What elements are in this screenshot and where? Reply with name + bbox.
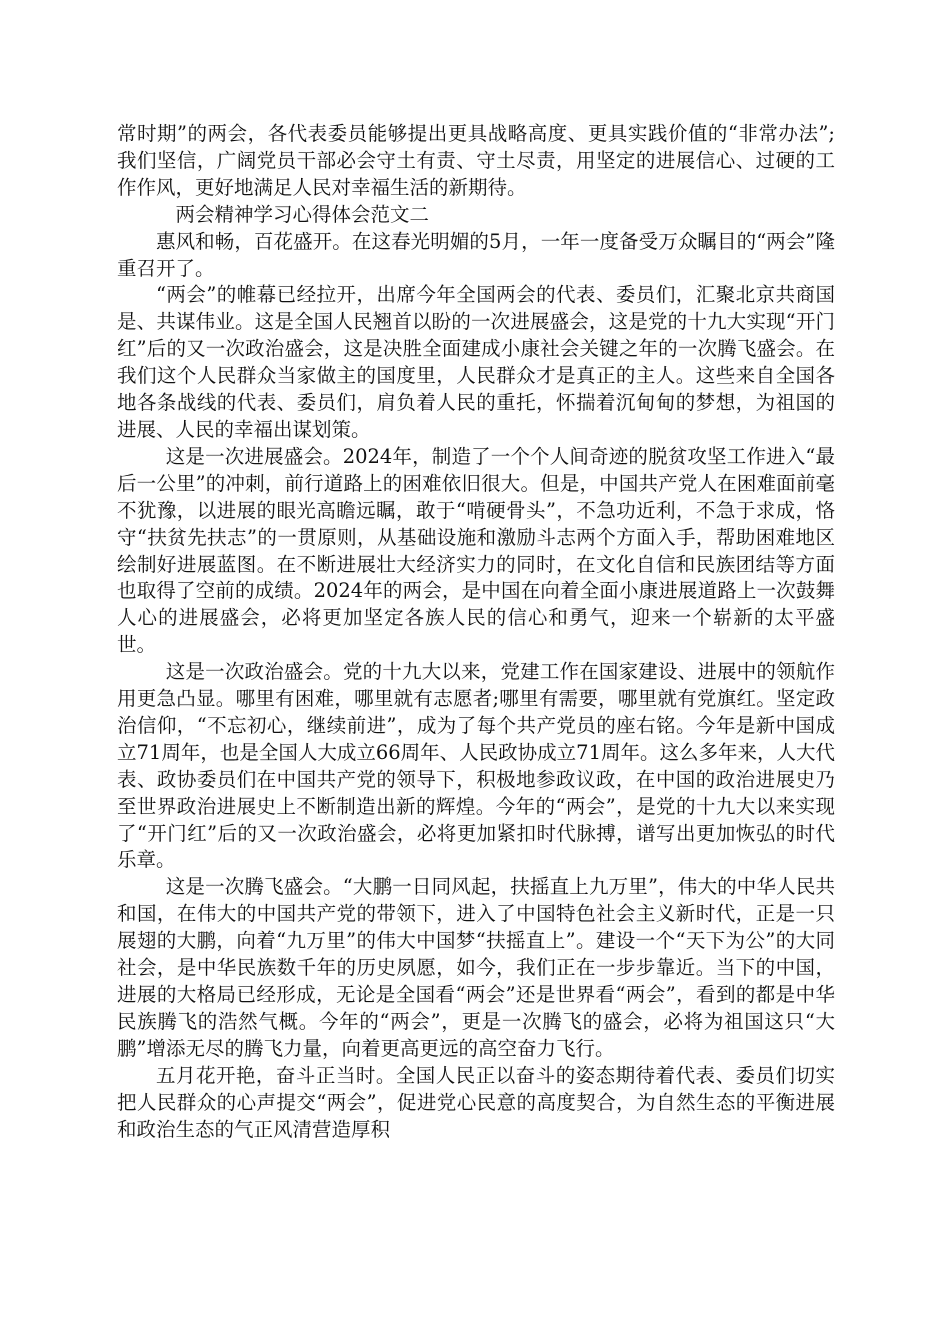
document-body — [117, 121, 835, 1143]
paragraph: 这是一次进展盛会。2024年，制造了一个个人间奇迹的脱贫攻坚工作进入“最后一公里”的冲刺，前行道路上的困难依旧很大。但是，中国共产党人在困难面前毫不犹豫，以进展的眼光高瞻远瞩，敢于“啃硬骨头”，不急功近利，不急于求成，恪守“扶贫先扶志”的一贯原则，从基础设施和激励斗志两个方面入手，帮助困难地区绘制好进展蓝图。在不断进展壮大经济实力的同时，在文化自信和民族团结等方面也取得了空前的成绩。2024年的两会，是中国在向着全面小康进展道路上一次鼓舞人心的进展盛会，必将更加坚定各族人民的信心和勇气，迎来一个崭新的太平盛世。 — [117, 444, 835, 657]
section-heading: 两会精神学习心得体会范文二 — [175, 202, 430, 226]
paragraph-continuation: 常时期”的两会，各代表委员能够提出更具战略高度、更具实践价值的“非常办法”;我们坚信，广阔党员干部必会守土有责、守土尽责，用坚定的进展信心、过硬的工作作风，更好地满足人民对幸福生活的新期待。 — [117, 122, 835, 199]
paragraph: “两会”的帷幕已经拉开，出席今年全国两会的代表、委员们，汇聚北京共商国是、共谋伟业。这是全国人民翘首以盼的一次进展盛会，这是党的十九大实现“开门红”后的又一次政治盛会，这是决胜全面建成小康社会关键之年的一次腾飞盛会。在我们这个人民群众当家做主的国度里，人民群众才是真正的主人。这些来自全国各地各条战线的代表、委员们，肩负着人民的重托，怀揣着沉甸甸的梦想，为祖国的进展、人民的幸福出谋划策。 — [117, 283, 835, 441]
paragraph: 这是一次政治盛会。党的十九大以来，党建工作在国家建设、进展中的领航作用更急凸显。哪里有困难，哪里就有志愿者;哪里有需要，哪里就有党旗红。坚定政治信仰，“不忘初心，继续前进”，成为了每个共产党员的座右铭。今年是新中国成立71周年，也是全国人大成立66周年、人民政协成立71周年。这么多年来，人大代表、政协委员们在中国共产党的领导下，积极地参政议政，在中国的政治进展史乃至世界政治进展史上不断制造出新的辉煌。今年的“两会”，是党的十九大以来实现了“开门红”后的又一次政治盛会，必将更加紧扣时代脉搏，谱写出更加恢弘的时代乐章。 — [117, 660, 835, 872]
paragraph: 五月花开艳，奋斗正当时。全国人民正以奋斗的姿态期待着代表、委员们切实把人民群众的心声提交“两会”，促进党心民意的高度契合，为自然生态的平衡进展和政治生态的气正风清营造厚积 — [117, 1063, 835, 1141]
paragraph: 惠风和畅，百花盛开。在这春光明媚的5月，一年一度备受万众瞩目的“两会”隆重召开了。 — [117, 229, 835, 280]
paragraph: 这是一次腾飞盛会。“大鹏一日同风起，扶摇直上九万里”，伟大的中华人民共和国，在伟大的中国共产党的带领下，进入了中国特色社会主义新时代，正是一只展翅的大鹏，向着“九万里”的伟大中国梦“扶摇直上”。建设一个“天下为公”的大同社会，是中华民族数千年的历史夙愿，如今，我们正在一步步靠近。当下的中国，进展的大格局已经形成，无论是全国看“两会”还是世界看“两会”，看到的都是中华民族腾飞的浩然气概。今年的“两会”，更是一次腾飞的盛会，必将为祖国这只“大鹏”增添无尽的腾飞力量，向着更高更远的高空奋力飞行。 — [117, 875, 835, 1060]
